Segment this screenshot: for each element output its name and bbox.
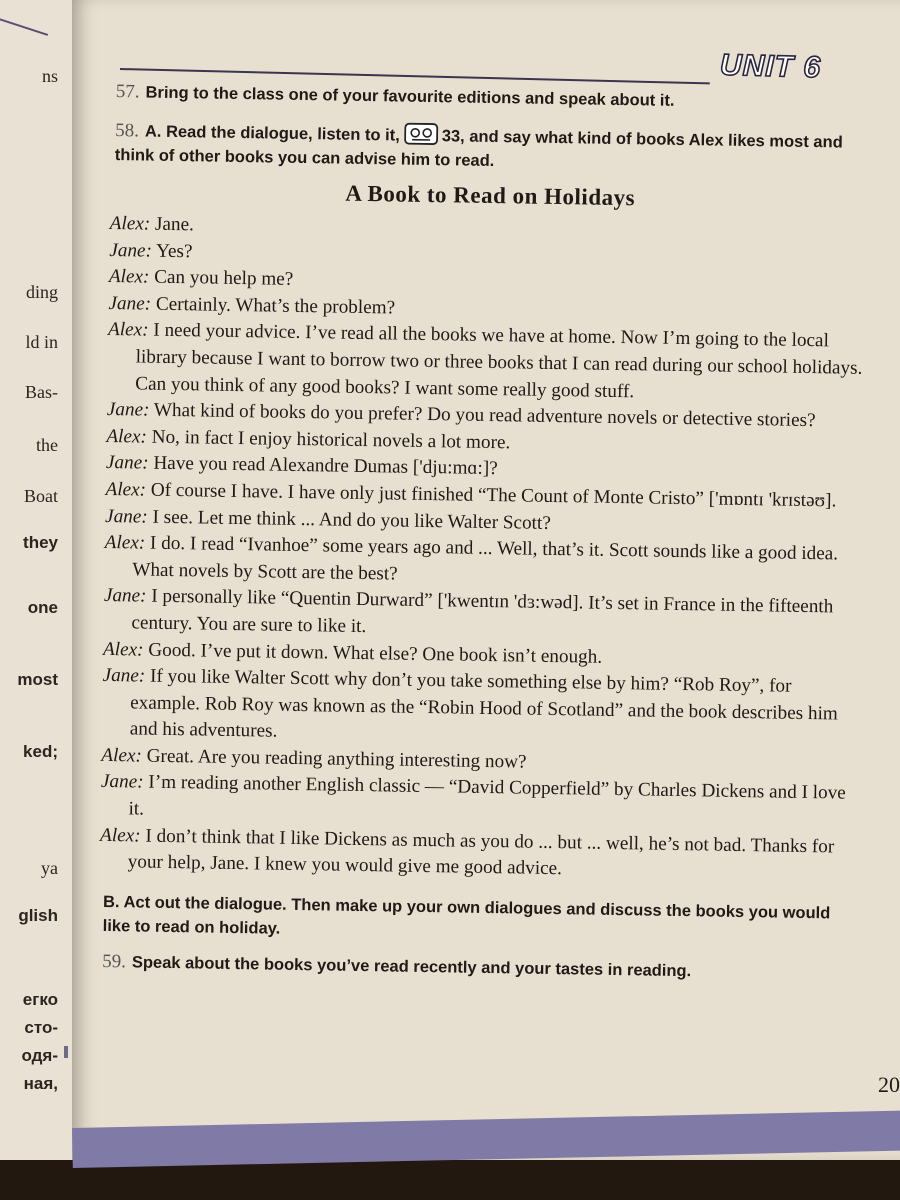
line-text: I personally like “Quentin Durward” ['kwentɪn 'dɜ:wəd]. It’s set in France in the fifteenth century. You are sure to like it.: [131, 585, 834, 637]
task-number: 57.: [115, 81, 140, 103]
line-text: Jane.: [154, 213, 195, 236]
speaker-name: Jane:: [100, 771, 144, 794]
speaker-name: Jane:: [109, 239, 153, 262]
speaker-name: Alex:: [109, 212, 151, 235]
task-text: A. Read the dialogue, listen to it,: [144, 122, 400, 145]
line-text: I see. Let me think ... And do you like Walter Scott?: [152, 506, 551, 534]
line-text: Great. Are you reading anything interesting now?: [146, 745, 527, 773]
speaker-name: Alex:: [107, 319, 149, 341]
task-text: B. Act out the dialogue. Then make up your own dialogues and discuss the books you would like to read on holiday.: [102, 892, 831, 938]
line-text: I’m reading another English classic — “David Copperfield” by Charles Dickens and I love it.: [128, 772, 846, 820]
line-text: I do. I read “Ivanhoe” some years ago and ... Well, that’s it. Scott sounds like a good idea. What novels by Scott are the best?: [132, 532, 839, 585]
left-fragment: ya: [41, 858, 58, 878]
left-fragment: Boat: [24, 486, 58, 506]
dialogue-line: [102, 663, 863, 755]
task-text: 33, and say what kind of books Alex likes most and think of other books you can advise him to read.: [114, 127, 843, 171]
left-fragment: ding: [25, 282, 58, 302]
speaker-name: Alex:: [99, 824, 141, 847]
speaker-name: Alex:: [106, 425, 148, 448]
left-fragment: the: [36, 435, 58, 455]
left-fragment: most: [17, 670, 58, 689]
task-text: Speak about the books you’ve read recently and your tastes in reading.: [131, 953, 692, 981]
line-text: Can you help me?: [154, 266, 294, 291]
speaker-name: Alex:: [108, 266, 150, 288]
speaker-name: Jane:: [103, 585, 147, 607]
cassette-tape-icon: [404, 123, 438, 146]
speaker-name: Alex:: [101, 744, 143, 767]
line-text: I need your advice. I’ve read all the books we have at home. Now I’m going to the local library because I want to borrow two or three books that I can read during our school holidays. Can you think of any good books? I want some really good stuff.: [135, 320, 863, 402]
left-fragment: glish: [18, 906, 58, 925]
unit-title: UNIT 6: [719, 48, 822, 85]
left-fragment: ld in: [25, 332, 58, 352]
speaker-name: Alex:: [102, 638, 144, 661]
task-58b: [103, 890, 860, 950]
page-number: 20: [878, 1072, 900, 1097]
speaker-name: Jane:: [104, 505, 148, 528]
left-fragment: ked;: [23, 742, 58, 761]
left-fragment: ная,: [23, 1074, 58, 1093]
left-page-rule: [0, 6, 48, 36]
line-text: I don’t think that I like Dickens as much as you do ... but ... well, he’s not bad. Thanks for your help, Jane. I knew you would give me good advice.: [127, 825, 835, 880]
left-fragment: they: [23, 533, 58, 552]
left-fragment: сто-: [24, 1018, 58, 1037]
left-fragment: одя-: [21, 1046, 58, 1065]
speaker-name: Jane:: [106, 399, 150, 421]
task-number: 58.: [115, 120, 140, 142]
task-58a: [115, 118, 872, 179]
left-fragment: one: [27, 598, 58, 617]
line-text: Certainly. What’s the problem?: [155, 293, 396, 319]
speaker-name: Jane:: [102, 665, 146, 687]
left-fragment: егко: [22, 990, 58, 1009]
line-text: What kind of books do you prefer? Do you read adventure novels or detective stories?: [153, 399, 816, 432]
line-text: If you like Walter Scott why don’t you take something else by him? “Rob Roy”, for example. Rob Roy was known as the “Robin Hood of Scotland” and the book describes him and his adventures.: [129, 665, 838, 742]
task-text: Bring to the class one of your favourite editions and speak about it.: [145, 83, 675, 110]
dialogue-line: [99, 823, 860, 888]
speaker-name: Alex:: [104, 532, 146, 554]
gutter-mark: [64, 1046, 68, 1058]
left-fragment: ns: [41, 66, 58, 86]
speaker-name: Jane:: [105, 452, 149, 474]
speaker-name: Jane:: [108, 292, 152, 315]
speaker-name: Alex:: [105, 478, 147, 501]
line-text: Yes?: [155, 240, 193, 262]
dialogue-title: A Book to Read on Holidays: [345, 180, 636, 211]
line-text: Of course I have. I have only just finished “The Count of Monte Cristo” ['mɒntɪ 'krɪstəʊ].: [150, 479, 837, 512]
page-content: [98, 80, 872, 986]
left-fragment: Bas-: [25, 382, 58, 402]
dialogue: [99, 211, 869, 888]
line-text: Good. I’ve put it down. What else? One book isn’t enough.: [148, 639, 603, 668]
line-text: Have you read Alexandre Dumas ['dju:mɑ:]?: [153, 453, 498, 480]
line-text: No, in fact I enjoy historical novels a lot more.: [151, 426, 511, 454]
dialogue-line: [107, 317, 868, 409]
task-number: 59.: [101, 950, 127, 973]
